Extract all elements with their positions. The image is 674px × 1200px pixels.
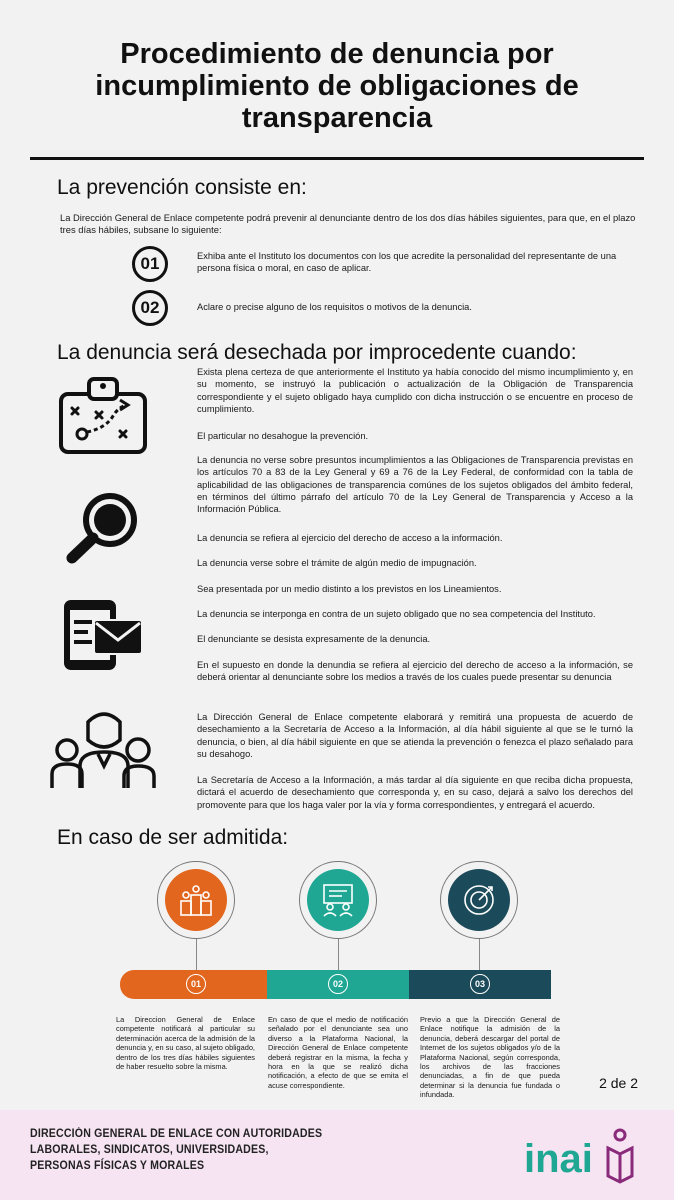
- prevention-intro: La Dirección General de Enlace competente podrá prevenir al denunciante dentro de los dos días hábiles siguientes, para que, en el plazo tres días hábiles, subsane lo siguiente:: [60, 212, 636, 236]
- podium-people-icon: [179, 883, 213, 917]
- rejection-paragraph-8: El denunciante se desista expresamente de la denuncia.: [197, 634, 431, 644]
- step-3-connector: [479, 939, 480, 970]
- step-3-badge: 03: [470, 974, 490, 994]
- footer-organization: [30, 1126, 322, 1174]
- rejection-paragraph-5: La denuncia verse sobre el trámite de algún medio de impugnación.: [197, 558, 477, 568]
- mail-document-icon: [62, 598, 144, 672]
- page-title: Procedimiento de denuncia por incumplimiento de obligaciones de transparencia: [95, 38, 579, 134]
- rejection-paragraph-11: La Secretaría de Acceso a la Información, a más tardar al día siguiente en que reciba dicha propuesta, dictará el acuerdo de desechamiento que corresponda y, en su caso, dejará a salvo los derechos del promovente para que los haga valer por la vía y forma correspondientes, y entregará el acuerdo.: [197, 775, 633, 810]
- rejection-paragraph-10: La Dirección General de Enlace competente elaborará y remitirá una propuesta de acuerdo de desechamiento a la Secretaría de Acceso a la Información, al día hábil siguiente al que se le turnó la denuncia, o bien, al día hábil siguiente en que se atienda la prevención o fenezca el plazo señalado para su desahogo.: [197, 712, 633, 759]
- step-1-badge: 01: [186, 974, 206, 994]
- step-1-text: La Direccion General de Enlace competente notificará al particular su determinación acerca de la admisión de la denuncia y, en su caso, al sujeto obligado, dentro de los tres días hábiles siguientes de haber resuelto sobre la misma.: [116, 1015, 255, 1072]
- title-divider: [30, 157, 644, 160]
- prevention-heading: La prevención consiste en:: [57, 176, 307, 199]
- rejection-paragraph-7: La denuncia se interponga en contra de un sujeto obligado que no sea competencia del Instituto.: [197, 609, 596, 619]
- magnifier-icon: [64, 490, 140, 566]
- prevention-item-1: Exhiba ante el Instituto los documentos con los que acredite la personalidad del representante de una persona física o moral, en caso de aplicar.: [197, 251, 617, 274]
- rejection-paragraph-2: El particular no desahogue la prevención.: [197, 431, 369, 441]
- inai-logo: [524, 1128, 636, 1184]
- step-2-badge: 02: [328, 974, 348, 994]
- step-3-text: Previo a que la Dirección General de Enlace notifique la admisión de la denuncia, deberá descargar del portal de Internet de los sujetos obligados y/o de la Plataforma Nacional, según corresponda, los archivos de las fracciones denunciadas, a fin de que pueda determinar si la denuncia fue fundada o infundada.: [420, 1015, 560, 1100]
- prevention-item-2: Aclare o precise alguno de los requisitos o motivos de la denuncia.: [197, 302, 472, 312]
- presentation-icon: [320, 883, 356, 917]
- footer-line-1: DIRECCIÓN GENERAL DE ENLACE CON AUTORIDADES: [30, 1128, 323, 1140]
- page-number: 2 de 2: [599, 1075, 638, 1091]
- strategy-board-icon: [58, 376, 148, 456]
- step-2-circle: [299, 861, 377, 939]
- step-1-connector: [196, 939, 197, 970]
- footer-line-2: LABORALES, SINDICATOS, UNIVERSIDADES,: [30, 1144, 269, 1156]
- step-2-text: En caso de que el medio de notificación señalado por el denunciante sea uno diverso a la Plataforma Nacional, la Dirección General de Enlace competente deberá registrar en la misma, la fecha y hora en la que se realizó dicha notificación, a efecto de que se emita el acuse correspondiente.: [268, 1015, 408, 1090]
- rejection-paragraph-3: La denuncia no verse sobre presuntos incumplimientos a las Obligaciones de Transparencia previstas en los artículos 70 a 83 de la Ley General y 69 a 76 de la Ley Federal, de conformidad con la tabla de aplicabilidad de las obligaciones de transparencia comúnes de los sujetos obligados del ámbito federal, en términos del último párrafo del artículo 70 de la Ley General de Transparencia y Acceso a la Información Pública.: [197, 455, 633, 515]
- target-icon: [462, 883, 496, 917]
- rejection-paragraph-4: La denuncia se refiera al ejercicio del derecho de acceso a la información.: [197, 533, 503, 543]
- people-group-icon: [50, 708, 158, 790]
- prevention-number-2: 02: [132, 290, 168, 326]
- rejection-paragraph-1: Exista plena certeza de que anteriormente el Instituto ya había conocido del mismo incumplimiento y, en su momento, se instruyó la publicación o actualización de la Obligación de Transparencia correspondiente y el sujeto obligado haya cumplido con dicha instrucción o se encuentre en proceso de cumplimiento.: [197, 367, 633, 414]
- footer-line-3: PERSONAS FÍSICAS Y MORALES: [30, 1160, 205, 1172]
- step-1-circle: [157, 861, 235, 939]
- rejection-paragraph-9: En el supuesto en donde la denundia se refiera al ejercicio del derecho de acceso a la información, se deberá orientar al denunciante sobre los medios a través de los cuales puede presentar su denuncia: [197, 660, 633, 683]
- admitted-heading: En caso de ser admitida:: [57, 826, 289, 849]
- step-3-circle: [440, 861, 518, 939]
- rejection-paragraph-6: Sea presentada por un medio distinto a los previstos en los Lineamientos.: [197, 584, 502, 594]
- rejection-heading: La denuncia será desechada por improcedente cuando:: [57, 341, 577, 364]
- logo-text: inai: [524, 1137, 593, 1181]
- prevention-number-1: 01: [132, 246, 168, 282]
- step-2-connector: [338, 939, 339, 970]
